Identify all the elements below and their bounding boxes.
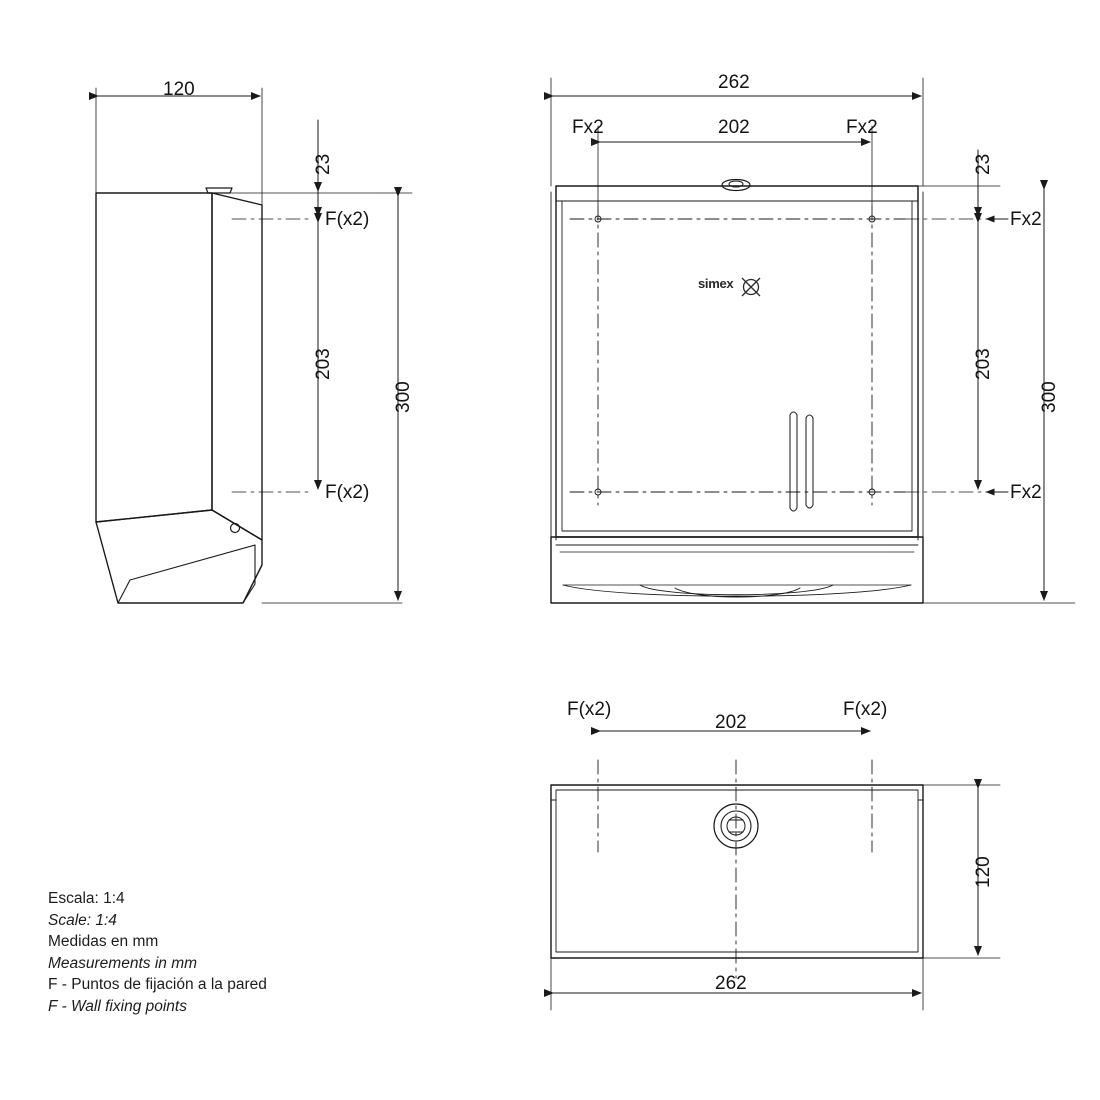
legend-line-units-es: Medidas en mm	[48, 933, 159, 950]
legend-line-units-en: Measurements in mm	[48, 954, 198, 972]
callout-top-fixing-left: F(x2)	[567, 699, 612, 720]
dim-top-depth: 120	[973, 856, 994, 888]
callout-front-fixing-left-top: Fx2	[572, 117, 604, 138]
legend-block	[48, 888, 378, 1017]
dim-side-fixing-span: 203	[313, 348, 334, 380]
callout-front-fixing-right-top: Fx2	[846, 117, 878, 138]
dim-front-fixing-span: 203	[973, 348, 994, 380]
dim-front-top-offset: 23	[973, 153, 994, 175]
brand-wordmark: simex	[698, 276, 734, 291]
legend-line-fixing-es: F - Puntos de fijación a la pared	[48, 976, 267, 993]
dim-front-width: 262	[718, 72, 750, 93]
dim-side-top-offset: 23	[313, 153, 334, 175]
callout-top-fixing-right: F(x2)	[843, 699, 888, 720]
callout-front-fixing-right-lower: Fx2	[1010, 482, 1042, 503]
dim-side-width: 120	[163, 79, 195, 100]
dim-top-width: 262	[715, 973, 747, 994]
brand-logo-mark	[742, 278, 760, 296]
legend-line-scale-en: Scale: 1:4	[48, 911, 117, 929]
dim-side-height: 300	[393, 381, 414, 413]
dim-front-fixing-width: 202	[718, 117, 750, 138]
callout-side-fixing-top: F(x2)	[325, 209, 370, 230]
legend-line-fixing-en: F - Wall fixing points	[48, 997, 187, 1015]
dim-front-height: 300	[1039, 381, 1060, 413]
callout-front-fixing-right-upper: Fx2	[1010, 209, 1042, 230]
callout-side-fixing-bottom: F(x2)	[325, 482, 370, 503]
legend-line-scale-es: Escala: 1:4	[48, 890, 125, 907]
dim-top-fixing-width: 202	[715, 712, 747, 733]
